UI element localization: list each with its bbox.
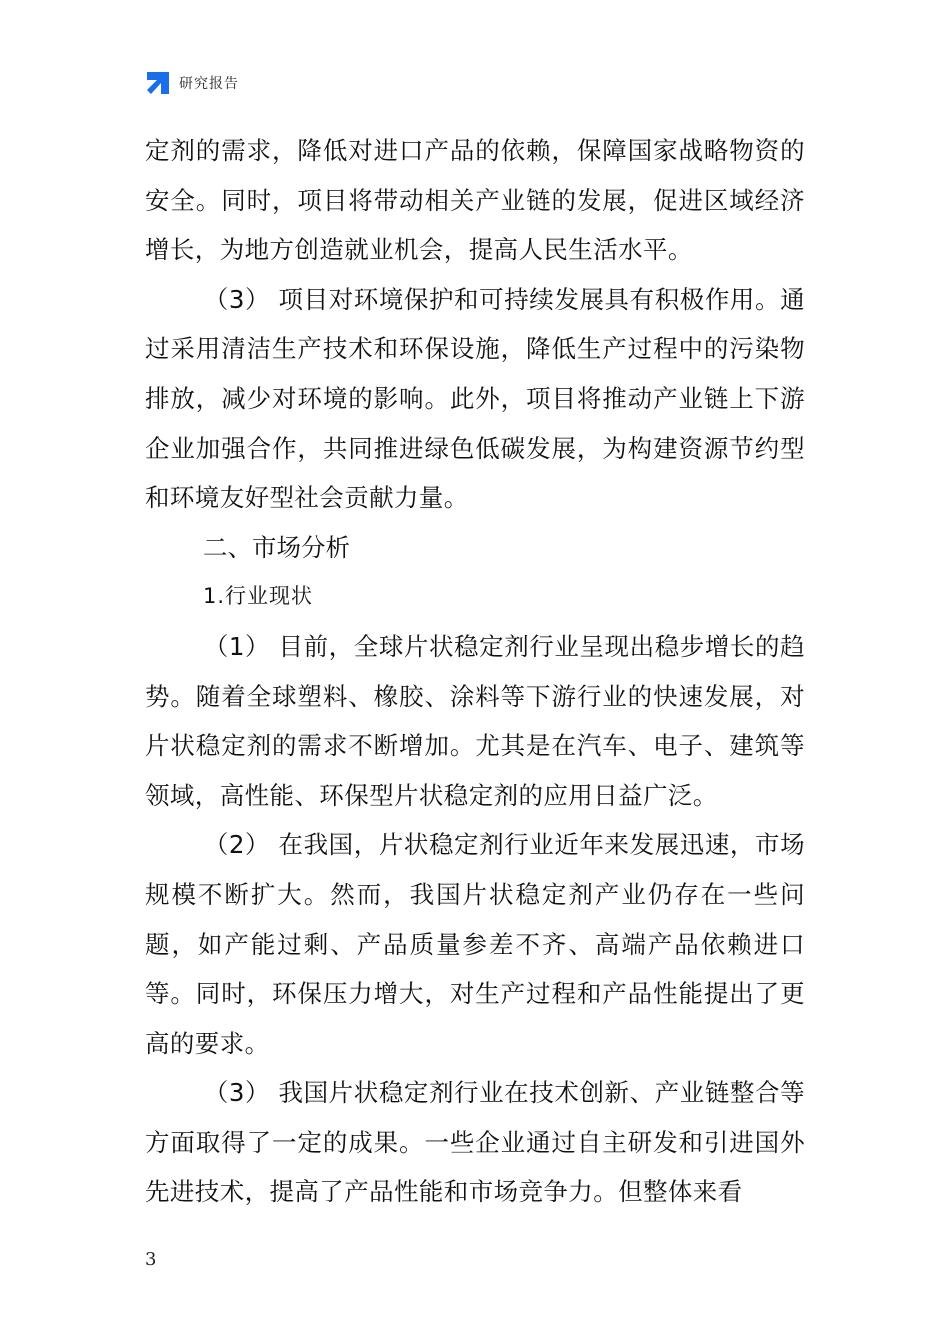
- logo-arrow-icon: [145, 70, 171, 96]
- paragraph-global-trend: （1） 目前，全球片状稳定剂行业呈现出稳步增长的趋势。随着全球塑料、橡胶、涂料等下游行业的快速发展，对片状稳定剂的需求不断增加。尤其是在汽车、电子、建筑等领域，高性能、环保型片状稳定剂的应用日益广泛。: [145, 631, 805, 810]
- header-title: 研究报告: [179, 76, 239, 92]
- paragraph-continued: 定剂的需求，降低对进口产品的依赖，保障国家战略物资的安全。同时，项目将带动相关产业链的发展，促进区域经济增长，为地方创造就业机会，提高人民生活水平。: [145, 136, 805, 265]
- paragraph-domestic-status: （2） 在我国，片状稳定剂行业近年来发展迅速，市场规模不断扩大。然而，我国片状稳定剂产业仍存在一些问题，如产能过剩、产品质量参差不齐、高端产品依赖进口等。同时，环保压力增大，对生产过程和产品性能提出了更高的要求。: [145, 830, 805, 1058]
- section-heading-market-analysis: 二、市场分析: [203, 532, 350, 562]
- page-header: [145, 68, 239, 98]
- paragraph-environment: （3） 项目对环境保护和可持续发展具有积极作用。通过采用清洁生产技术和环保设施，降低生产过程中的污染物排放，减少对环境的影响。此外，项目将推动产业链上下游企业加强合作，共同推进绿色低碳发展，为构建资源节约型和环境友好型社会贡献力量。: [145, 284, 805, 513]
- subheading-industry-status: 1.行业现状: [203, 584, 314, 609]
- document-body: [145, 126, 805, 1217]
- page-number: 3: [145, 1249, 157, 1270]
- paragraph-innovation: （3） 我国片状稳定剂行业在技术创新、产业链整合等方面取得了一定的成果。一些企业通过自主研发和引进国外先进技术，提高了产品性能和市场竞争力。但整体来看: [145, 1078, 805, 1207]
